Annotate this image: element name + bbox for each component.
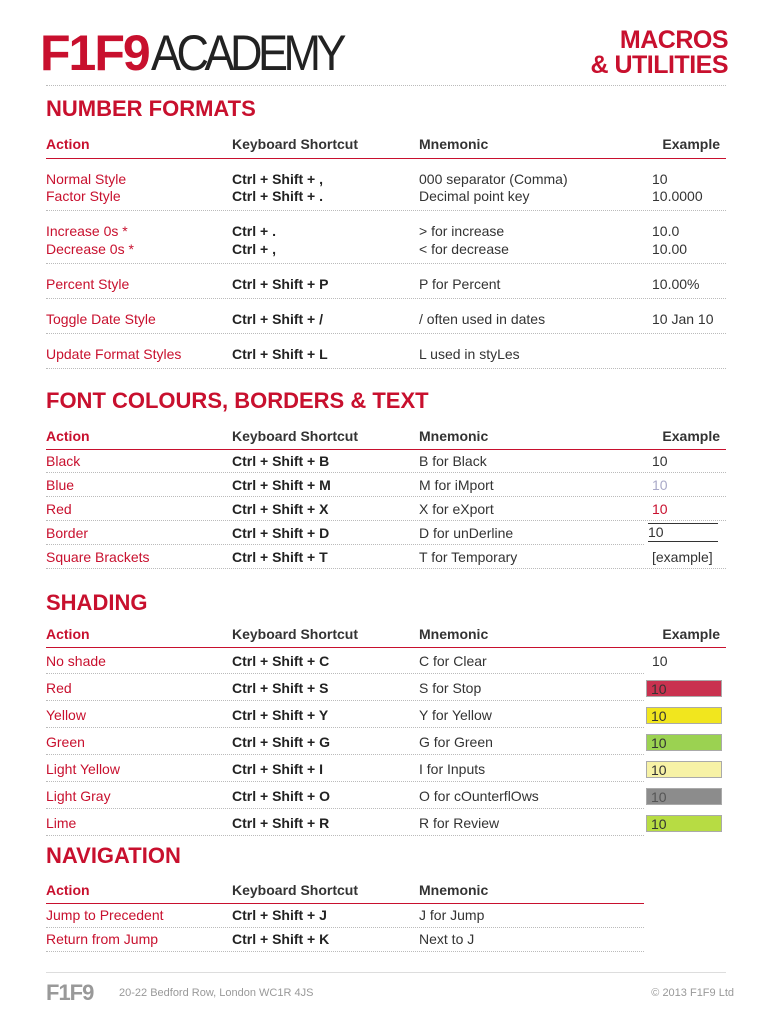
table-row-action: Square Brackets (46, 549, 150, 565)
row-divider (46, 263, 726, 264)
header-underline (46, 903, 644, 904)
table-row-shortcut: Ctrl + Shift + K (232, 931, 330, 947)
table-row-example: 10.00% (652, 276, 700, 292)
footer-logo: F1F9 (46, 980, 94, 1005)
table-row-action: Update Format Styles (46, 346, 182, 362)
table-row-mnemonic: Y for Yellow (419, 707, 492, 723)
table-row-mnemonic: < for decrease (419, 241, 509, 257)
f1f9-academy-logo (40, 22, 363, 81)
logo-sub-text: ACADEMY (150, 25, 342, 81)
table-row-mnemonic: O for cOunterflOws (419, 788, 539, 804)
table-row-shortcut: Ctrl + Shift + X (232, 501, 329, 517)
row-divider (46, 673, 644, 674)
row-divider (46, 210, 726, 211)
table-row-shortcut: Ctrl + Shift + I (232, 761, 324, 777)
col-header-action: Action (46, 136, 90, 152)
table-row-mnemonic: M for iMport (419, 477, 494, 493)
col-header-action: Action (46, 428, 90, 444)
table-row-action: Light Yellow (46, 761, 120, 777)
table-row-action: Blue (46, 477, 75, 493)
table-row-shortcut: Ctrl + Shift + Y (232, 707, 329, 723)
col-header-mnemonic: Mnemonic (419, 626, 489, 642)
row-divider (46, 754, 644, 755)
table-row-mnemonic: I for Inputs (419, 761, 486, 777)
table-row-shortcut: Ctrl + Shift + / (232, 311, 324, 327)
table-row-action: Border (46, 525, 89, 541)
table-row-example: 10.0 (652, 223, 680, 239)
table-row-action: Green (46, 734, 85, 750)
table-row-example: 10 (652, 453, 668, 469)
table-row-shortcut: Ctrl + Shift + J (232, 907, 327, 923)
footer-address: 20-22 Bedford Row, London WC1R 4JS (119, 987, 314, 999)
table-row-shortcut: Ctrl + Shift + T (232, 549, 328, 565)
table-row-shortcut: Ctrl + . (232, 223, 276, 239)
section-title-navigation: NAVIGATION (46, 843, 181, 868)
table-row-mnemonic: B for Black (419, 453, 487, 469)
col-header-example: Example (662, 428, 720, 444)
table-row-mnemonic: G for Green (419, 734, 493, 750)
table-row-action: Percent Style (46, 276, 130, 292)
shaded-example-cell: 10 (648, 653, 724, 670)
header-underline (46, 449, 726, 450)
table-row-action: Jump to Precedent (46, 907, 164, 923)
table-row-example: 10.00 (652, 241, 688, 257)
shaded-example-cell: 10 (646, 761, 722, 778)
table-row-shortcut: Ctrl + Shift + O (232, 788, 331, 804)
table-row-example: 10 (652, 171, 668, 187)
footer-divider (46, 972, 726, 973)
col-header-shortcut: Keyboard Shortcut (232, 626, 359, 642)
document-title-line2: & UTILITIES (590, 51, 728, 79)
col-header-mnemonic: Mnemonic (419, 136, 489, 152)
header-divider (46, 85, 726, 86)
table-row-action: Decrease 0s * (46, 241, 134, 257)
row-divider (46, 568, 726, 569)
logo-main-text: F1F9 (40, 25, 149, 81)
shaded-example-cell: 10 (646, 788, 722, 805)
row-divider (46, 520, 726, 521)
table-row-mnemonic: 000 separator (Comma) (419, 171, 568, 187)
table-row-mnemonic: Decimal point key (419, 188, 530, 204)
table-row-shortcut: Ctrl + Shift + S (232, 680, 329, 696)
table-row-shortcut: Ctrl + Shift + L (232, 346, 328, 362)
row-divider (46, 544, 644, 545)
col-header-mnemonic: Mnemonic (419, 882, 489, 898)
table-row-action: Light Gray (46, 788, 111, 804)
row-divider (46, 835, 644, 836)
table-row-mnemonic: X for eXport (419, 501, 494, 517)
header-underline (46, 158, 726, 159)
col-header-mnemonic: Mnemonic (419, 428, 489, 444)
document-title (590, 28, 728, 78)
shaded-example-cell: 10 (646, 680, 722, 697)
row-divider (46, 808, 644, 809)
document-title-line1: MACROS (619, 26, 728, 54)
shaded-example-cell: 10 (646, 707, 722, 724)
footer-copyright: © 2013 F1F9 Ltd (651, 987, 734, 999)
section-title-shading: SHADING (46, 590, 148, 615)
col-header-shortcut: Keyboard Shortcut (232, 136, 359, 152)
table-row-mnemonic: T for Temporary (419, 549, 518, 565)
table-row-action: Red (46, 501, 72, 517)
section-title-number-formats: NUMBER FORMATS (46, 96, 256, 121)
table-row-shortcut: Ctrl + Shift + G (232, 734, 331, 750)
shaded-example-cell: 10 (646, 815, 722, 832)
table-row-mnemonic: D for unDerline (419, 525, 514, 541)
col-header-action: Action (46, 882, 90, 898)
col-header-action: Action (46, 626, 90, 642)
section-title-font-colours: FONT COLOURS, BORDERS & TEXT (46, 388, 429, 413)
table-row-action: Red (46, 680, 72, 696)
table-row-example: 10 (652, 477, 668, 493)
table-row-mnemonic: R for Review (419, 815, 500, 831)
table-row-action: Toggle Date Style (46, 311, 156, 327)
table-row-action: Increase 0s * (46, 223, 128, 239)
table-row-mnemonic: / often used in dates (419, 311, 546, 327)
table-row-shortcut: Ctrl + Shift + P (232, 276, 329, 292)
table-row-shortcut: Ctrl + Shift + . (232, 188, 324, 204)
table-row-shortcut: Ctrl + Shift + C (232, 653, 330, 669)
table-row-action: Return from Jump (46, 931, 159, 947)
table-row-action: No shade (46, 653, 106, 669)
row-divider (46, 298, 726, 299)
row-divider (46, 368, 726, 369)
table-row-shortcut: Ctrl + Shift + M (232, 477, 331, 493)
table-row-mnemonic: J for Jump (419, 907, 485, 923)
table-row-example: 10 Jan 10 (652, 311, 714, 327)
table-row-shortcut: Ctrl + , (232, 241, 276, 257)
table-row-example: 10 (652, 501, 668, 517)
table-row-mnemonic: S for Stop (419, 680, 482, 696)
shaded-example-cell: 10 (646, 734, 722, 751)
table-row-mnemonic: Next to J (419, 931, 475, 947)
header-underline (46, 647, 726, 648)
table-row-shortcut: Ctrl + Shift + , (232, 171, 324, 187)
row-divider (46, 496, 726, 497)
table-row-mnemonic: > for increase (419, 223, 505, 239)
table-row-example: 10.0000 (652, 188, 703, 204)
table-row-example: [example] (652, 549, 713, 565)
table-row-action: Black (46, 453, 81, 469)
table-row-mnemonic: C for Clear (419, 653, 487, 669)
table-row-action: Lime (46, 815, 77, 831)
col-header-shortcut: Keyboard Shortcut (232, 428, 359, 444)
table-row-mnemonic: P for Percent (419, 276, 501, 292)
table-row-shortcut: Ctrl + Shift + B (232, 453, 330, 469)
table-row-shortcut: Ctrl + Shift + R (232, 815, 330, 831)
col-header-example: Example (662, 626, 720, 642)
table-row-shortcut: Ctrl + Shift + D (232, 525, 330, 541)
table-row-example: 10 (648, 523, 718, 542)
row-divider (46, 927, 644, 928)
row-divider (46, 700, 644, 701)
table-row-action: Factor Style (46, 188, 121, 204)
row-divider (46, 727, 644, 728)
table-row-action: Yellow (46, 707, 86, 723)
col-header-example: Example (662, 136, 720, 152)
table-row-action: Normal Style (46, 171, 127, 187)
row-divider (46, 951, 644, 952)
row-divider (46, 781, 644, 782)
row-divider (46, 472, 726, 473)
col-header-shortcut: Keyboard Shortcut (232, 882, 359, 898)
table-row-mnemonic: L used in styLes (419, 346, 520, 362)
row-divider (46, 333, 726, 334)
